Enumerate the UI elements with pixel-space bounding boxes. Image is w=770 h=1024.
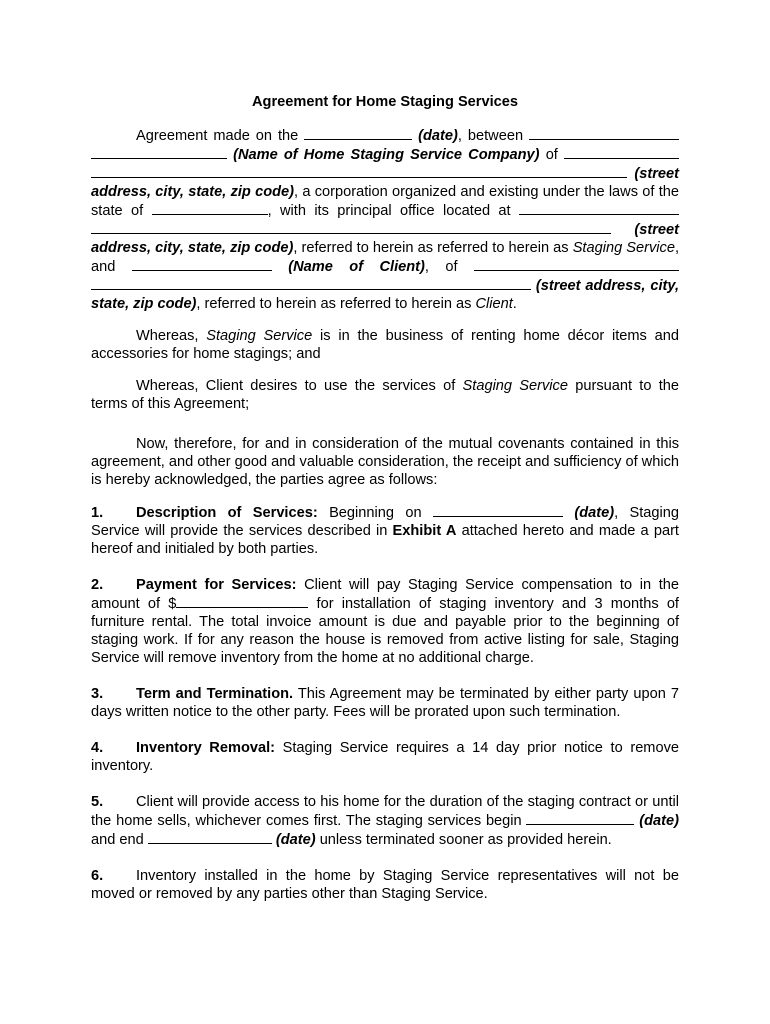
document-body [91, 93, 679, 903]
company-address-blank-1[interactable] [564, 145, 679, 159]
section-3: 3. Term and Termination. This Agreement may be terminated by either party upon 7 days written notice to the other party. Fees will be prorated upon such termination. [91, 686, 679, 720]
document-title: Agreement for Home Staging Services [251, 94, 518, 110]
client-address-blank-1[interactable] [474, 257, 679, 271]
state-blank[interactable] [152, 201, 268, 215]
section-2: 2. Payment for Services: Client will pay Staging Service compensation to in the amount of $ for installation of staging inventory and 3 months of furniture rental. The total invoice amount is due and payable prior to the beginning of staging work. If for any reason the house is removed from active listing for sale, Staging Service will remove inventory from the home at no additional charge. [91, 577, 679, 666]
office-address-blank-2[interactable] [91, 220, 611, 234]
date-blank[interactable] [304, 126, 412, 140]
office-address-blank-1[interactable] [519, 201, 679, 215]
services-start-date-blank[interactable] [433, 503, 563, 517]
whereas-paragraph-1: Whereas, Staging Service is in the business of renting home décor items and accessories for home stagings; and [91, 328, 679, 362]
company-address-blank-2[interactable] [91, 164, 627, 178]
now-therefore-paragraph: Now, therefore, for and in consideration of the mutual covenants contained in this agreement, and other good and valuable consideration, the receipt and sufficiency of which is hereby acknowledged, the parties agree as follows: [91, 436, 679, 488]
whereas-paragraph-2: Whereas, Client desires to use the services of Staging Service pursuant to the terms of this Agreement; [91, 378, 679, 412]
staging-end-date-blank[interactable] [148, 830, 272, 844]
amount-blank[interactable] [176, 594, 308, 608]
section-4: 4. Inventory Removal: Staging Service requires a 14 day prior notice to remove inventory. [91, 740, 679, 774]
intro-paragraph: Agreement made on the (date), between (Name of Home Staging Service Company) of (street address, city, state, zip code), a corporation organized and existing under the laws of the state of , with its principal office located at (street address, city, state, zip code), referred to herein as referred to herein as Staging Service, and (Name of Client), of (street address, city, state, zip code), referred to herein as referred to herein as Client. [91, 128, 679, 312]
staging-begin-date-blank[interactable] [526, 811, 634, 825]
company-name-blank-2[interactable] [91, 145, 227, 159]
section-1: 1. Description of Services: Beginning on (date), Staging Service will provide the services described in Exhibit A attached hereto and made a part hereof and initialed by both parties. [91, 505, 679, 557]
client-name-blank[interactable] [132, 257, 272, 271]
company-name-blank-1[interactable] [529, 126, 679, 140]
section-5: 5. Client will provide access to his home for the duration of the staging contract or until the home sells, whichever comes first. The staging services begin (date) and end (date) unless terminated sooner as provided herein. [91, 794, 680, 848]
client-address-blank-2[interactable] [91, 276, 531, 290]
section-6: 6. Inventory installed in the home by Staging Service representatives will not be moved or removed by any parties other than Staging Service. [91, 868, 679, 902]
